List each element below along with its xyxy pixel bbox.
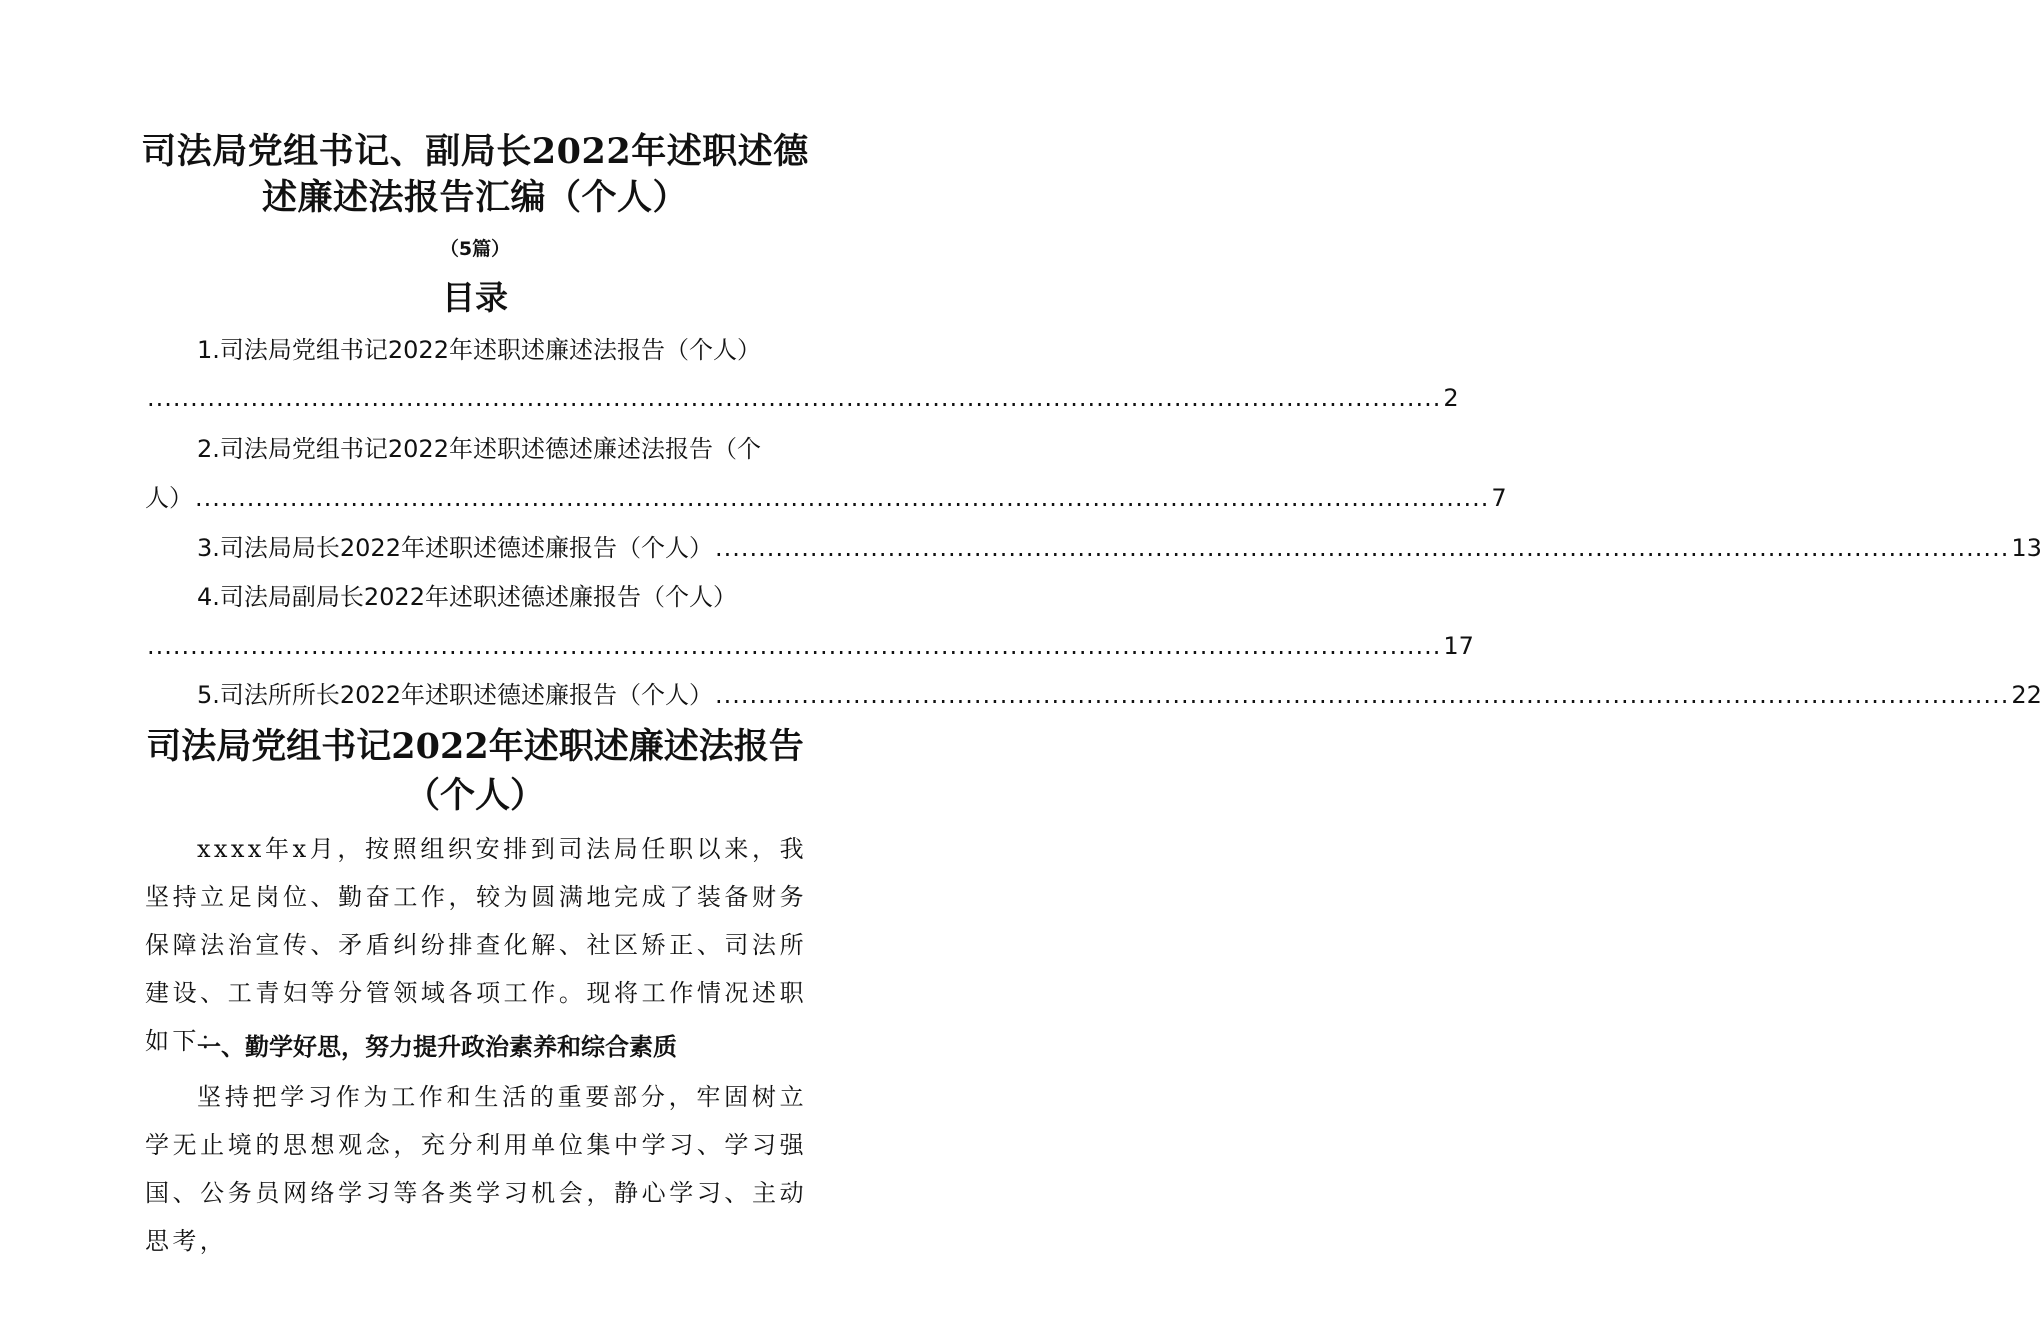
toc-item-5-title: 5.司法所所长2022年述职述德述廉报告（个人） (197, 681, 713, 709)
section-title-line1: 司法局党组书记2022年述职述廉述法报告 (146, 726, 804, 767)
toc-dots: ...................................................................................................................................................... (714, 534, 2010, 562)
intro-paragraph: xxxx年x月，按照组织安排到司法局任职以来，我坚持立足岗位、勤奋工作，较为圆满地完成了装备财务保障法治宣传、矛盾纠纷排查化解、社区矫正、司法所建设、工青妇等分管领域各项工作。现将工作情况述职如下： (145, 835, 807, 1055)
toc-item-1-leader[interactable] (145, 380, 1459, 416)
toc-item-5-page: 22 (2011, 681, 2042, 709)
toc-dots: ...................................................................................................................................................... (147, 384, 1442, 412)
toc-item-4-leader[interactable] (145, 628, 1474, 664)
toc-item-2-page: 7 (1491, 484, 1507, 512)
toc-item-2-leader[interactable] (145, 480, 1507, 516)
toc-dots: ...................................................................................................................................................... (195, 484, 1490, 512)
toc-dots: ...................................................................................................................................................... (147, 632, 1442, 660)
toc-item-2-continuation: 人） (145, 484, 193, 512)
body-paragraph-1: 坚持把学习作为工作和生活的重要部分，牢固树立学无止境的思想观念，充分利用单位集中学习、学习强国、公务员网络学习等各类学习机会，静心学习、主动思考， (145, 1083, 807, 1255)
toc-item-3-title: 3.司法局局长2022年述职述德述廉报告（个人） (197, 534, 713, 562)
toc-item-3-page: 13 (2011, 534, 2042, 562)
section-heading-1: 一、勤学好思，努力提升政治素养和综合素质 (197, 1033, 677, 1061)
document-title-line1: 司法局党组书记、副局长2022年述职述德 (141, 131, 809, 172)
toc-item-4-title[interactable]: 4.司法局副局长2022年述职述德述廉报告（个人） (197, 583, 737, 611)
toc-item-1-page: 2 (1443, 384, 1459, 412)
toc-item-2-title[interactable]: 2.司法局党组书记2022年述职述德述廉述法报告（个 (197, 435, 761, 463)
document-title-line2: 述廉述法报告汇编（个人） (261, 177, 688, 218)
article-count: （5篇） (439, 238, 511, 260)
toc-heading: 目录 (442, 278, 508, 317)
toc-item-1-title[interactable]: 1.司法局党组书记2022年述职述廉述法报告（个人） (197, 336, 761, 364)
section-title-line2: （个人） (404, 775, 545, 816)
toc-item-4-page: 17 (1443, 632, 1474, 660)
toc-dots: ...................................................................................................................................................... (714, 681, 2010, 709)
toc-item-5[interactable] (197, 677, 2042, 713)
toc-item-3[interactable] (197, 530, 2042, 566)
